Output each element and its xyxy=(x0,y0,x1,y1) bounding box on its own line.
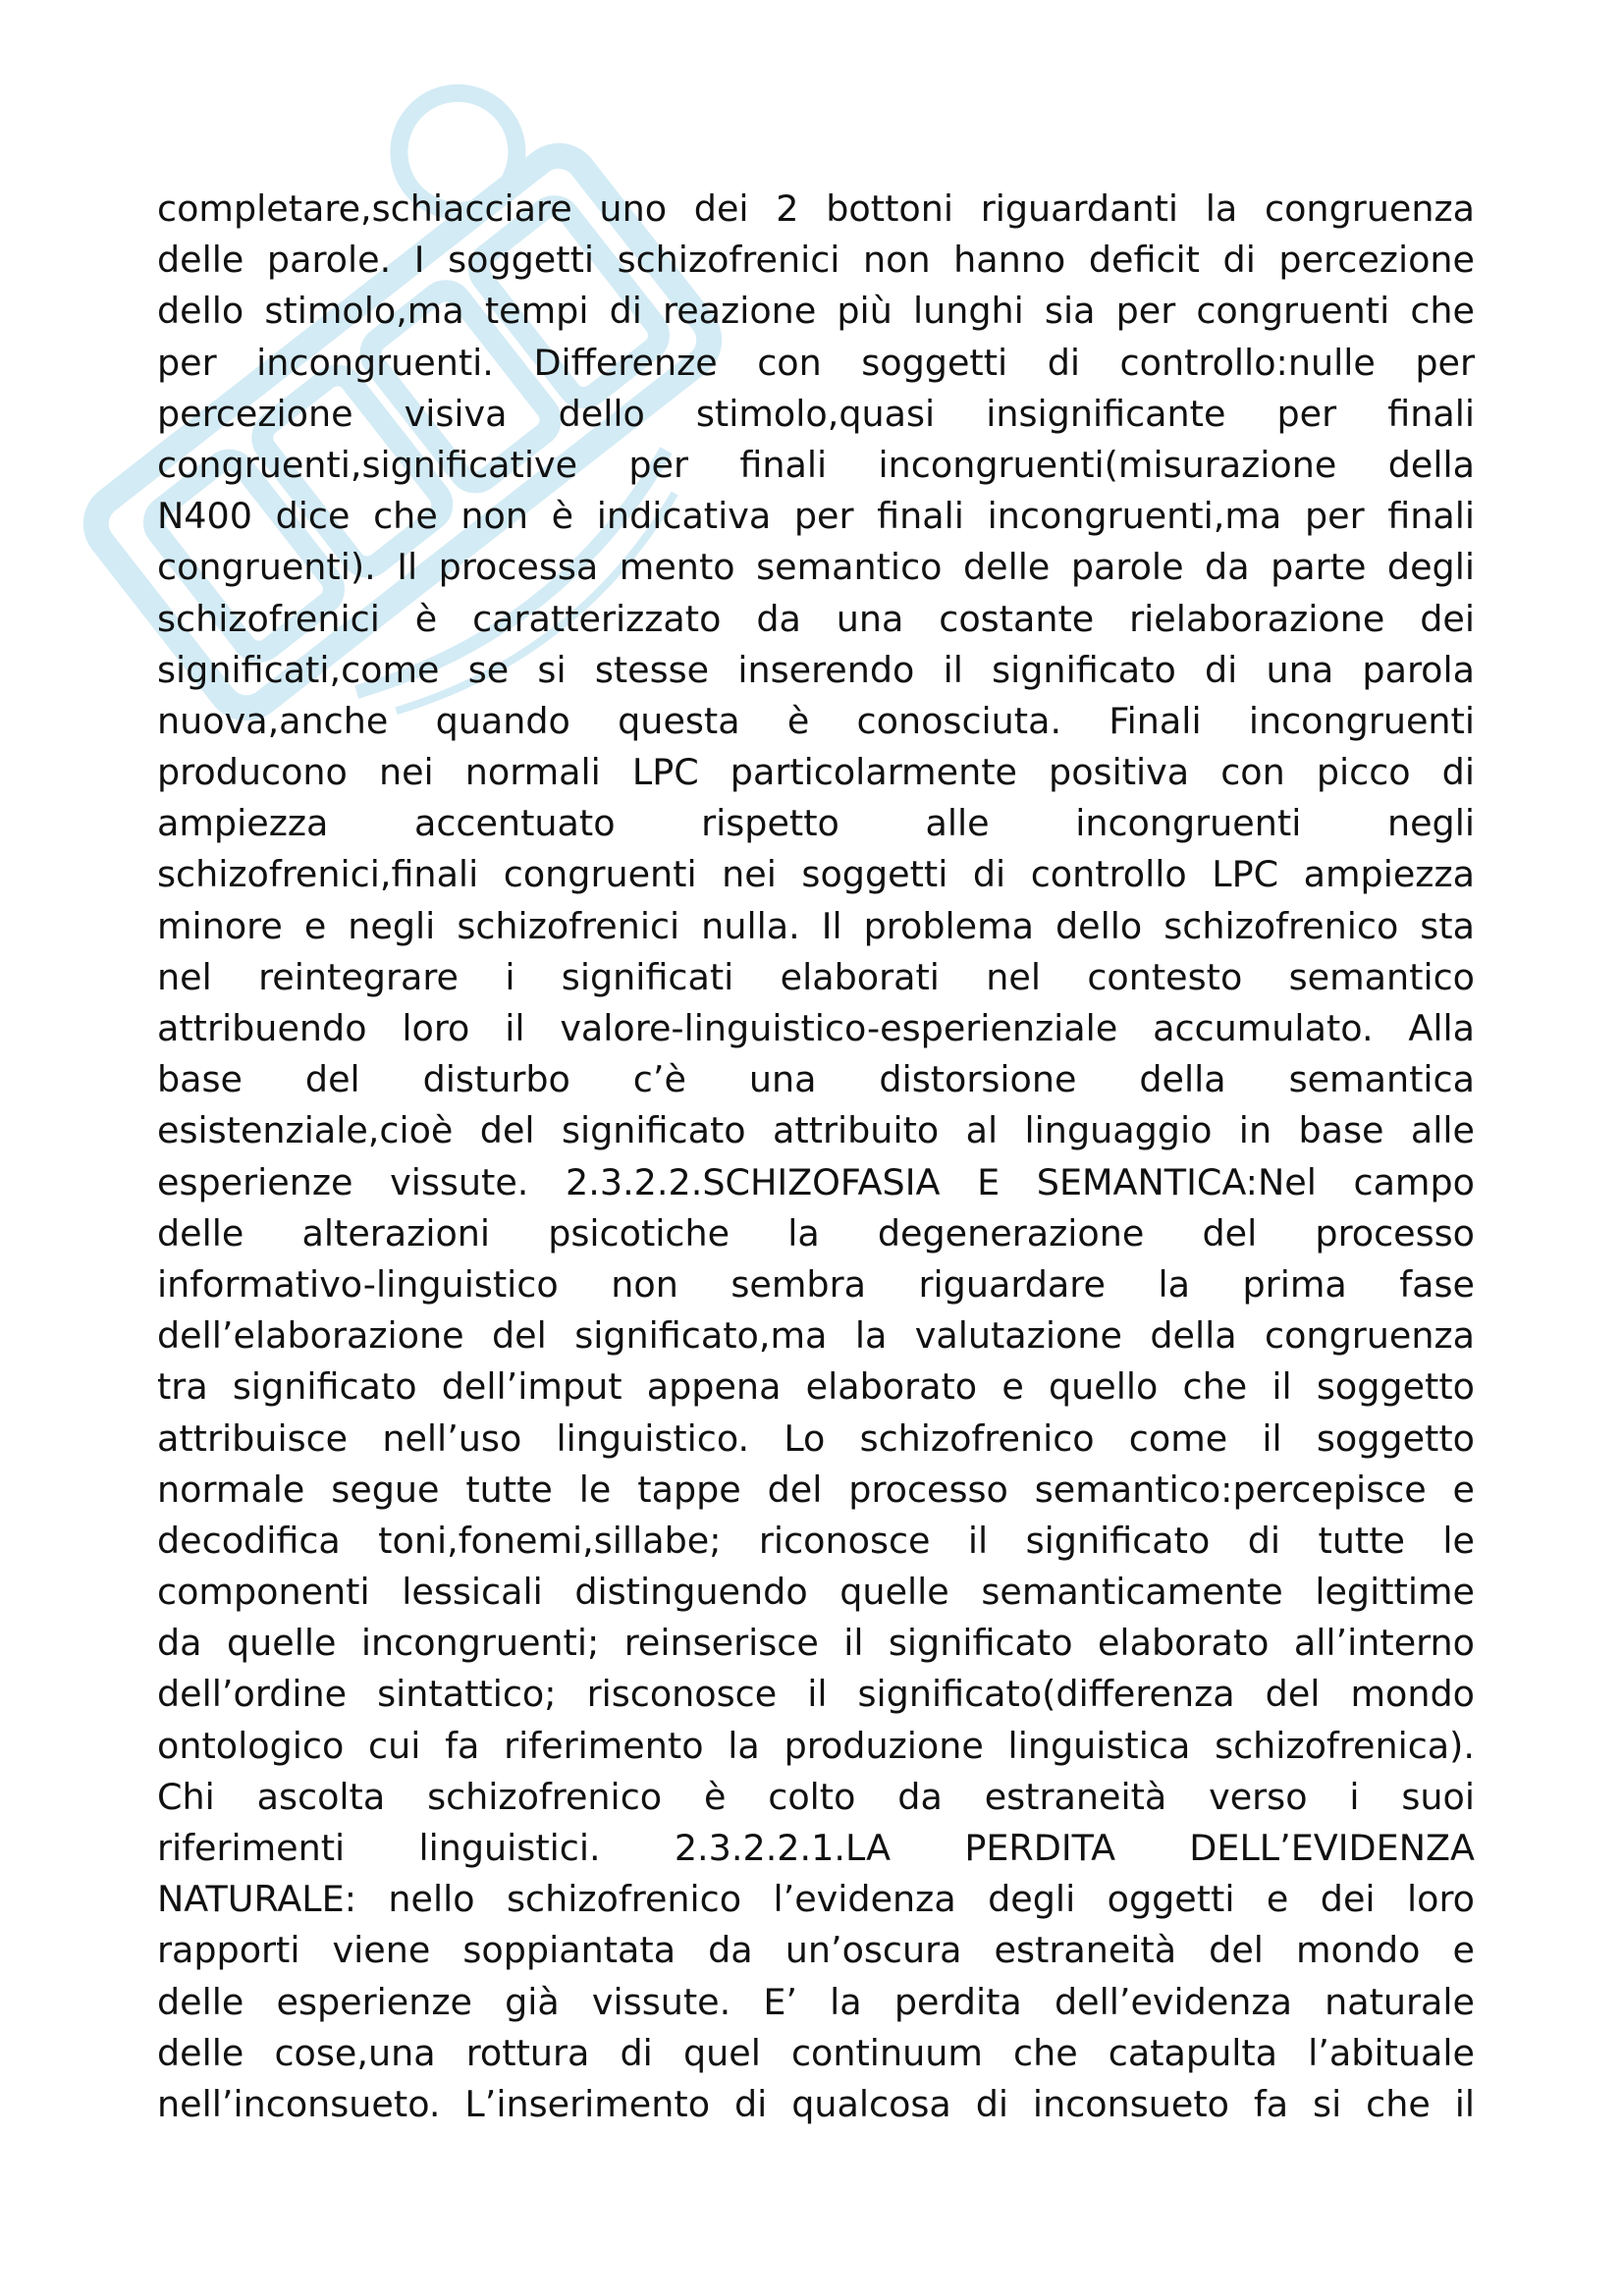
text-line: ontologico cui fa riferimento la produzione linguistica schizofrenica). xyxy=(157,1724,1475,1767)
text-line: informativo-linguistico non sembra riguardare la prima fase xyxy=(157,1262,1475,1306)
text-line: minore e negli schizofrenici nulla. Il problema dello schizofrenico sta xyxy=(157,904,1475,947)
text-line: decodifica toni,fonemi,sillabe; riconosce il significato di tutte le xyxy=(157,1519,1475,1562)
body-text xyxy=(157,184,1475,2130)
text-line: delle cose,una rottura di quel continuum che catapulta l’abituale xyxy=(157,2031,1475,2074)
text-line: esperienze vissute. 2.3.2.2.SCHIZOFASIA E SEMANTICA:Nel campo xyxy=(157,1160,1475,1203)
text-line: schizofrenici,finali congruenti nei soggetti di controllo LPC ampiezza xyxy=(157,853,1475,896)
text-line: significati,come se si stesse inserendo il significato di una parola xyxy=(157,648,1475,691)
text-line: per incongruenti. Differenze con soggetti di controllo:nulle per xyxy=(157,341,1475,384)
text-line: N400 dice che non è indicativa per finali incongruenti,ma per finali xyxy=(157,495,1475,538)
text-line: attribuendo loro il valore-linguistico-esperienziale accumulato. Alla xyxy=(157,1007,1475,1049)
text-line: producono nei normali LPC particolarmente positiva con picco di xyxy=(157,751,1475,794)
text-line: congruenti,significative per finali incongruenti(misurazione della xyxy=(157,443,1475,486)
text-line: riferimenti linguistici. 2.3.2.2.1.LA PERDITA DELL’EVIDENZA xyxy=(157,1827,1475,1869)
text-line: dello stimolo,ma tempi di reazione più lunghi sia per congruenti che xyxy=(157,290,1475,333)
text-line: NATURALE: nello schizofrenico l’evidenza degli oggetti e dei loro xyxy=(157,1878,1475,1921)
text-line: percezione visiva dello stimolo,quasi insignificante per finali xyxy=(157,392,1475,435)
text-line: ampiezza accentuato rispetto alle incongruenti negli xyxy=(157,802,1475,845)
text-line: tra significato dell’imput appena elaborato e quello che il soggetto xyxy=(157,1365,1475,1409)
text-line: delle esperienze già vissute. E’ la perdita dell’evidenza naturale xyxy=(157,1980,1475,2023)
text-line: dell’ordine sintattico; risconosce il significato(differenza del mondo xyxy=(157,1673,1475,1716)
text-line: dell’elaborazione del significato,ma la valutazione della congruenza xyxy=(157,1314,1475,1358)
text-line: esistenziale,cioè del significato attribuito al linguaggio in base alle xyxy=(157,1109,1475,1152)
text-line: nell’inconsueto. L’inserimento di qualcosa di inconsueto fa si che il xyxy=(157,2082,1475,2125)
text-line: nel reintegrare i significati elaborati nel contesto semantico xyxy=(157,955,1475,998)
text-line: Chi ascolta schizofrenico è colto da estraneità verso i suoi xyxy=(157,1775,1475,1818)
text-line: nuova,anche quando questa è conosciuta. Finali incongruenti xyxy=(157,699,1475,742)
text-line: delle alterazioni psicotiche la degenerazione del processo xyxy=(157,1211,1475,1255)
text-line: congruenti). Il processa mento semantico delle parole da parte degli xyxy=(157,546,1475,589)
text-line: base del disturbo c’è una distorsione della semantica xyxy=(157,1058,1475,1101)
text-line: normale segue tutte le tappe del processo semantico:percepisce e xyxy=(157,1468,1475,1511)
text-line: rapporti viene soppiantata da un’oscura estraneità del mondo e xyxy=(157,1929,1475,1972)
text-line: da quelle incongruenti; reinserisce il significato elaborato all’interno xyxy=(157,1622,1475,1665)
text-line: componenti lessicali distinguendo quelle semanticamente legittime xyxy=(157,1571,1475,1614)
text-line: attribuisce nell’uso linguistico. Lo schizofrenico come il soggetto xyxy=(157,1416,1475,1460)
text-line: completare,schiacciare uno dei 2 bottoni riguardanti la congruenza xyxy=(157,187,1475,230)
text-line: delle parole. I soggetti schizofrenici non hanno deficit di percezione xyxy=(157,239,1475,282)
text-line: schizofrenici è caratterizzato da una costante rielaborazione dei xyxy=(157,597,1475,640)
